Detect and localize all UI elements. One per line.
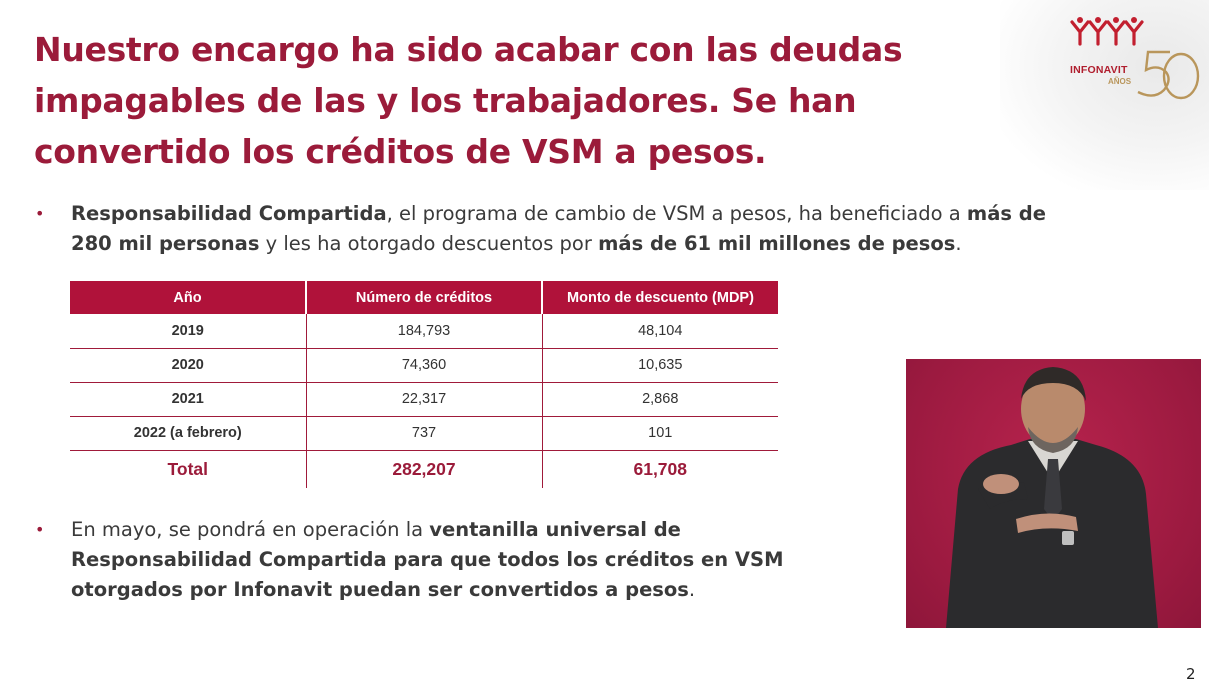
total-label: Total xyxy=(70,450,306,488)
header-credits: Número de créditos xyxy=(306,281,542,314)
bullet1-bold-b: más de 280 mil personas xyxy=(71,202,1046,255)
sign-language-interpreter-video xyxy=(906,359,1201,628)
bullet-dot: • xyxy=(35,204,45,223)
bullet1-text-a: , el programa de cambio de VSM a pesos, ha beneficiado a xyxy=(386,202,967,225)
cell-year: 2022 (a febrero) xyxy=(70,416,306,450)
bullet2-text-c: . xyxy=(688,578,696,601)
bullet-ventanilla xyxy=(35,515,831,605)
bullet1-text-c: y les ha otorgado descuentos por xyxy=(259,232,599,255)
table-header-row xyxy=(70,281,778,314)
table-row xyxy=(70,382,778,416)
cell-discount: 101 xyxy=(542,416,778,450)
bullet1-bold-lead: Responsabilidad Compartida xyxy=(71,202,387,225)
bullet2-bold-b: ventanilla universal de Responsabilidad Compartida para que todos los créditos en VSM otorgados por Infonavit puedan ser convertidos a pesos xyxy=(71,518,784,601)
total-credits: 282,207 xyxy=(306,450,542,488)
table-row xyxy=(70,416,778,450)
total-discount: 61,708 xyxy=(633,458,688,479)
bullet1-bold-d: más de 61 mil millones de pesos xyxy=(598,232,956,255)
logo-years-label: AÑOS xyxy=(1108,77,1132,86)
cell-credits: 184,793 xyxy=(306,314,542,348)
cell-discount: 10,635 xyxy=(542,348,778,382)
slide-title: Nuestro encargo ha sido acabar con las deudas impagables de las y los trabajadores. Se han convertido los créditos de VSM a pesos. xyxy=(34,30,903,171)
table-total-row xyxy=(70,450,778,488)
cell-year: 2020 xyxy=(70,348,306,382)
page-number: 2 xyxy=(1186,665,1196,683)
cell-discount: 2,868 xyxy=(542,382,778,416)
bullet1-text-e: . xyxy=(955,232,962,255)
cell-year: 2021 xyxy=(70,382,306,416)
header-discount: Monto de descuento (MDP) xyxy=(542,281,778,314)
logo-brand-text: INFONAVIT xyxy=(1070,64,1128,76)
bullet-dot: • xyxy=(35,520,45,539)
cell-credits: 74,360 xyxy=(306,348,542,382)
table-row xyxy=(70,314,778,348)
bullet2-text-a: En mayo, se pondrá en operación la xyxy=(71,518,430,541)
credits-table xyxy=(70,281,778,488)
interpreter-figure xyxy=(906,359,1201,628)
bullet-responsabilidad xyxy=(35,199,1051,259)
table-row xyxy=(70,348,778,382)
cell-discount: 48,104 xyxy=(542,314,778,348)
header-year: Año xyxy=(70,281,306,314)
cell-year: 2019 xyxy=(70,314,306,348)
cell-credits: 22,317 xyxy=(306,382,542,416)
cell-credits: 737 xyxy=(306,416,542,450)
